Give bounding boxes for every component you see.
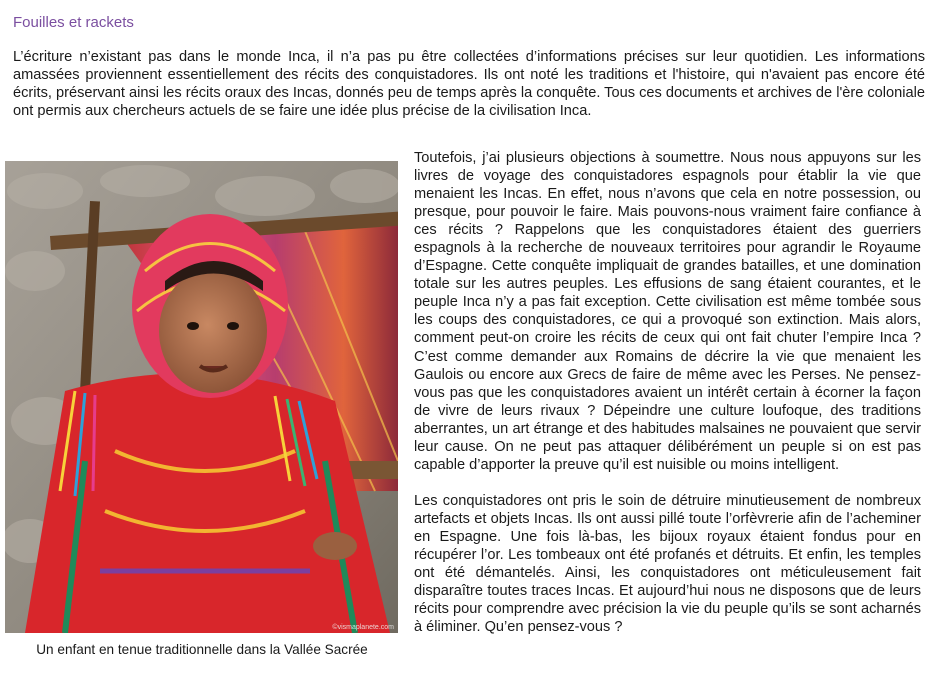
body-text (414, 149, 921, 636)
body-paragraph-2: Les conquistadores ont pris le soin de détruire minutieusement de nombreux artefacts et objets Incas. Ils ont aussi pillé toute l’orfèvrerie afin de l’acheminer en Espagne. Une fois là-bas, les bijoux royaux étaient fondus pour en récupérer l’or. Les tombeaux ont été profanés et détruits. Et enfin, les temples ont été démantelés. Ainsi, les conquistadores ont méticuleusement fait disparaître toutes traces Incas. Et aujourd’hui nous ne disposons que de leurs récits pour comprendre avec précision la vie du peuple qu’ils se sont acharnés à éliminer. Qu’en pensez-vous ? (414, 492, 921, 636)
body-paragraph-1: Toutefois, j’ai plusieurs objections à soumettre. Nous nous appuyons sur les livres de voyage des conquistadores espagnols pour établir la vie que menaient les Incas. En effet, nous n’avons que cela en notre possession, ou presque, pour pouvoir le faire. Mais pouvons-nous vraiment faire confiance à ces récits ? Rappelons que les conquistadores étaient des guerriers espagnols à la recherche de nouveaux territoires pour agrandir le Royaume d’Espagne. Cette conquête impliquait de grandes batailles, et une domination totale sur les autres peuples. Les effusions de sang étaient courantes, et le peuple Inca n’y a pas fait exception. Cette civilisation est même tombée sous les coups des conquistadores, ce qui a provoqué son extinction. Mais alors, comment peut-on croire les récits de ceux qui ont fait chuter l’empire Inca ? C’est comme demander aux Romains de décrire la vie que menaient les Gaulois ou encore aux Grecs de faire de même avec les Perses. Ne pensez-vous pas que les conquistadores avaient un intérêt certain à écorner la façon de vivre de leurs rivaux ? Dépeindre une culture loufoque, des traditions aberrantes, un art étrange et des habitudes malsaines ne pouvaient que servir leur cause. On ne peut pas attaquer délibérément un peuple si on est pas capable d’apporter la preuve qu’il est nuisible ou moins intelligent. (414, 150, 921, 473)
photo-credit: ©vismaplanete.com (332, 624, 394, 631)
photo-caption: Un enfant en tenue traditionnelle dans la Vallée Sacrée (36, 642, 368, 657)
intro-paragraph: L’écriture n’existant pas dans le monde Inca, il n’a pas pu être collectées d’informations précises sur leur quotidien. Les informations amassées proviennent essentiellement des récits des conquistadores. Ils ont noté les traditions et l'histoire, qui n'avaient pas encore été écrits, préservant ainsi les récits oraux des Incas, donnés peu de temps après la conquête. Tous ces documents et archives de l'ère coloniale ont permis aux chercheurs actuels de se faire une idée plus précise de la civilisation Inca. (13, 49, 925, 119)
photo-illustration (5, 161, 398, 633)
child-weaving-photo (5, 161, 398, 633)
section-title: Fouilles et rackets (13, 14, 134, 31)
